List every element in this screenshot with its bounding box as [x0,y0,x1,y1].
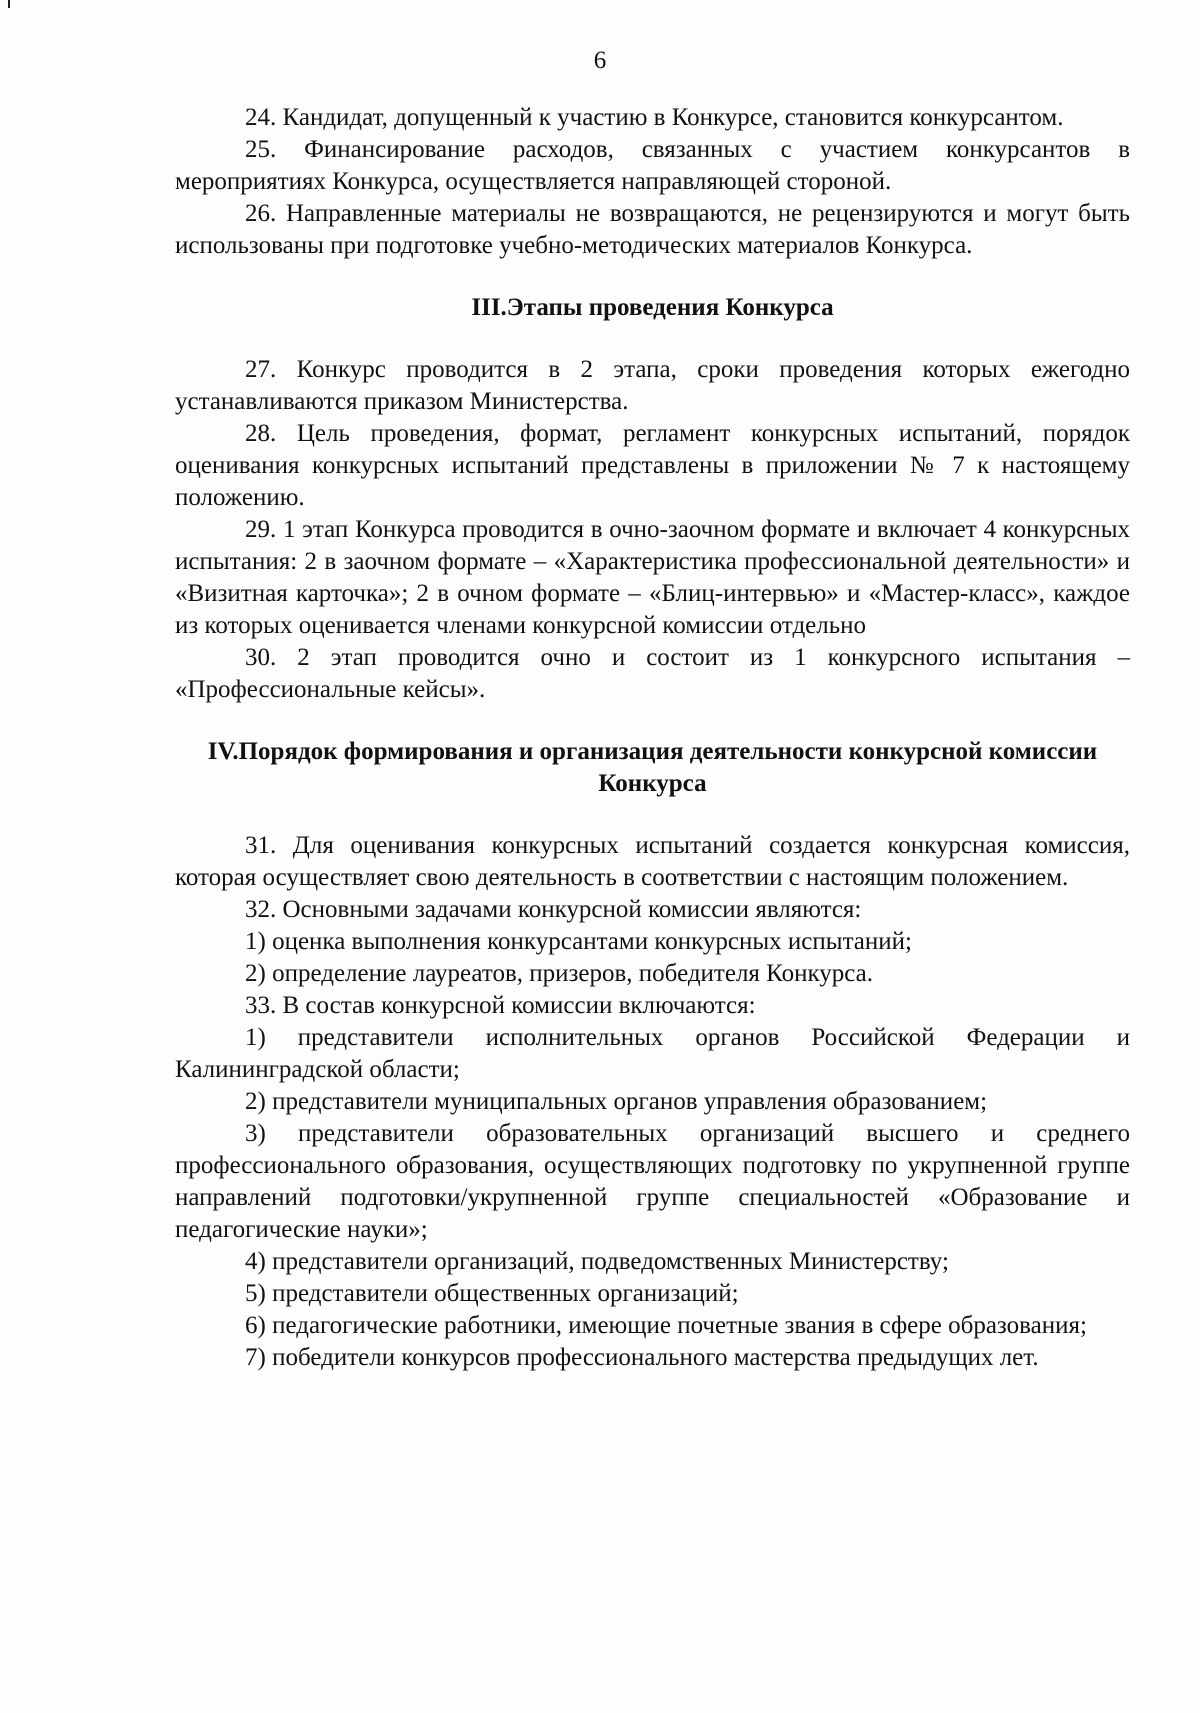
paragraph-25: 25. Финансирование расходов, связанных с участием конкурсантов в мероприятиях Конкурса, осуществляется направляющей стороной. [175,136,1130,195]
paragraph-33-item-2: 2) представители муниципальных органов управления образованием; [245,1088,988,1115]
paragraph-33-item-4: 4) представители организаций, подведомственных Министерству; [245,1248,949,1275]
paragraph-31: 31. Для оценивания конкурсных испытаний создается конкурсная комиссия, которая осуществляет свою деятельность в соответствии с настоящим положением. [175,832,1130,891]
paragraph-33-item-7: 7) победители конкурсов профессионального мастерства предыдущих лет. [245,1344,1039,1371]
paragraph-33-item-3: 3) представители образовательных организаций высшего и среднего профессионального образования, осуществляющих подготовку по укрупненной группе направлений подготовки/укрупненной группе специальностей «Образование и педагогические науки»; [175,1120,1130,1243]
paragraph-32-item-2: 2) определение лауреатов, призеров, победителя Конкурса. [245,960,874,987]
paragraph-27: 27. Конкурс проводится в 2 этапа, сроки проведения которых ежегодно устанавливаются приказом Министерства. [175,356,1130,415]
section-4-heading: IV.Порядок формирования и организация деятельности конкурсной комиссии Конкурса [207,738,1098,797]
paragraph-29: 29. 1 этап Конкурса проводится в очно-заочном формате и включает 4 конкурсных испытания: 2 в заочном формате – «Характеристика профессиональной деятельности» и «Визитная карточка»; 2 в очном формате – «Блиц-интервью» и «Мастер-класс», каждое из которых оценивается членами конкурсной комиссии отдельно [175,516,1130,639]
section-3-heading: III.Этапы проведения Конкурса [471,294,834,321]
page-number: 6 [593,47,607,74]
paragraph-32-item-1: 1) оценка выполнения конкурсантами конкурсных испытаний; [245,928,912,955]
paragraph-33-item-6: 6) педагогические работники, имеющие почетные звания в сфере образования; [245,1312,1087,1339]
document-body [175,102,1130,1374]
paragraph-33-item-5: 5) представители общественных организаций; [245,1280,739,1307]
paragraph-30: 30. 2 этап проводится очно и состоит из 1 конкурсного испытания – «Профессиональные кейсы». [175,644,1130,703]
paragraph-28: 28. Цель проведения, формат, регламент конкурсных испытаний, порядок оценивания конкурсных испытаний представлены в приложении № 7 к настоящему положению. [175,420,1130,511]
scan-edge-mark [8,0,10,8]
paragraph-26: 26. Направленные материалы не возвращаются, не рецензируются и могут быть использованы при подготовке учебно-методических материалов Конкурса. [175,200,1130,259]
paragraph-24: 24. Кандидат, допущенный к участию в Конкурсе, становится конкурсантом. [245,104,1064,131]
paragraph-32: 32. Основными задачами конкурсной комиссии являются: [245,896,862,923]
paragraph-33-item-1: 1) представители исполнительных органов Российской Федерации и Калининградской области; [175,1024,1130,1083]
paragraph-33: 33. В состав конкурсной комиссии включаются: [245,992,756,1019]
